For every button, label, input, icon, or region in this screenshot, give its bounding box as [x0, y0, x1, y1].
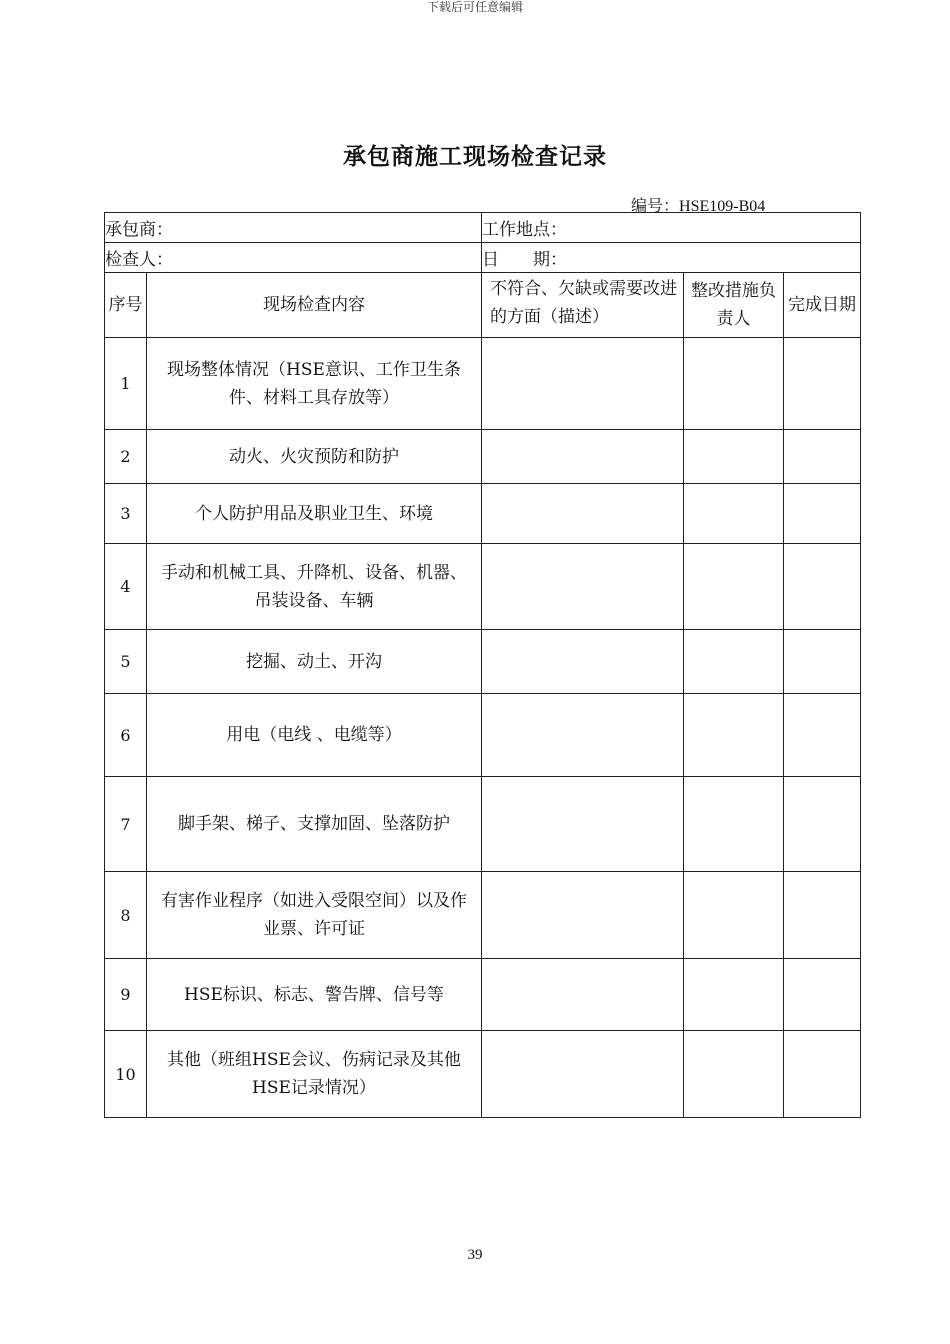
issues-cell[interactable]	[482, 1031, 684, 1118]
table-row	[105, 777, 861, 872]
responsible-cell[interactable]	[684, 694, 784, 777]
table-row	[105, 630, 861, 694]
completion-cell[interactable]	[784, 484, 861, 544]
row-content: 挖掘、动土、开沟	[147, 630, 482, 694]
info-row-2	[105, 243, 861, 273]
inspector-field[interactable]: 检查人：	[105, 243, 482, 273]
issues-cell[interactable]	[482, 872, 684, 959]
col-header-content: 现场检查内容	[147, 273, 482, 338]
completion-cell[interactable]	[784, 544, 861, 630]
row-content: 手动和机械工具、升降机、设备、机器、吊装设备、车辆	[147, 544, 482, 630]
row-content: 有害作业程序（如进入受限空间）以及作业票、许可证	[147, 872, 482, 959]
responsible-cell[interactable]	[684, 872, 784, 959]
completion-cell[interactable]	[784, 694, 861, 777]
row-number: 5	[105, 630, 147, 694]
issues-cell[interactable]	[482, 338, 684, 430]
table-row	[105, 694, 861, 777]
responsible-cell[interactable]	[684, 544, 784, 630]
issues-cell[interactable]	[482, 959, 684, 1031]
row-content: HSE标识、标志、警告牌、信号等	[147, 959, 482, 1031]
date-field[interactable]: 日 期：	[482, 243, 861, 273]
page-title: 承包商施工现场检查记录	[343, 143, 607, 170]
header-row	[105, 273, 861, 338]
info-row-1	[105, 213, 861, 243]
issues-cell[interactable]	[482, 430, 684, 484]
responsible-cell[interactable]	[684, 777, 784, 872]
row-content: 现场整体情况（HSE意识、工作卫生条件、材料工具存放等）	[147, 338, 482, 430]
row-number: 7	[105, 777, 147, 872]
row-number: 4	[105, 544, 147, 630]
row-content: 个人防护用品及职业卫生、环境	[147, 484, 482, 544]
table-row	[105, 544, 861, 630]
row-number: 6	[105, 694, 147, 777]
col-header-seq: 序号	[105, 273, 147, 338]
issues-cell[interactable]	[482, 694, 684, 777]
table-row	[105, 430, 861, 484]
col-header-responsible: 整改措施负责人	[684, 273, 784, 338]
row-number: 1	[105, 338, 147, 430]
issues-cell[interactable]	[482, 777, 684, 872]
completion-cell[interactable]	[784, 630, 861, 694]
completion-cell[interactable]	[784, 777, 861, 872]
issues-cell[interactable]	[482, 630, 684, 694]
responsible-cell[interactable]	[684, 484, 784, 544]
completion-cell[interactable]	[784, 872, 861, 959]
row-number: 3	[105, 484, 147, 544]
page-number: 39	[467, 1247, 483, 1263]
responsible-cell[interactable]	[684, 959, 784, 1031]
inspection-table	[104, 212, 861, 1118]
row-number: 2	[105, 430, 147, 484]
row-number: 8	[105, 872, 147, 959]
issues-cell[interactable]	[482, 484, 684, 544]
row-content: 动火、火灾预防和防护	[147, 430, 482, 484]
contractor-field[interactable]: 承包商：	[105, 213, 482, 243]
col-header-issues: 不符合、欠缺或需要改进的方面（描述）	[482, 273, 684, 338]
row-number: 10	[105, 1031, 147, 1118]
table-row	[105, 484, 861, 544]
table-row	[105, 1031, 861, 1118]
row-content: 脚手架、梯子、支撑加固、坠落防护	[147, 777, 482, 872]
responsible-cell[interactable]	[684, 1031, 784, 1118]
location-field[interactable]: 工作地点：	[482, 213, 861, 243]
form-code-value: HSE109-B04	[679, 198, 766, 215]
completion-cell[interactable]	[784, 959, 861, 1031]
completion-cell[interactable]	[784, 430, 861, 484]
row-number: 9	[105, 959, 147, 1031]
responsible-cell[interactable]	[684, 630, 784, 694]
table-row	[105, 338, 861, 430]
completion-cell[interactable]	[784, 338, 861, 430]
responsible-cell[interactable]	[684, 430, 784, 484]
header-note: 下载后可任意编辑	[426, 0, 523, 14]
table-row	[105, 959, 861, 1031]
row-content: 其他（班组HSE会议、伤病记录及其他HSE记录情况）	[147, 1031, 482, 1118]
table-row	[105, 872, 861, 959]
issues-cell[interactable]	[482, 544, 684, 630]
form-code-label: 编号：	[631, 198, 680, 215]
row-content: 用电（电线 、电缆等）	[147, 694, 482, 777]
col-header-completion: 完成日期	[784, 273, 861, 338]
completion-cell[interactable]	[784, 1031, 861, 1118]
responsible-cell[interactable]	[684, 338, 784, 430]
